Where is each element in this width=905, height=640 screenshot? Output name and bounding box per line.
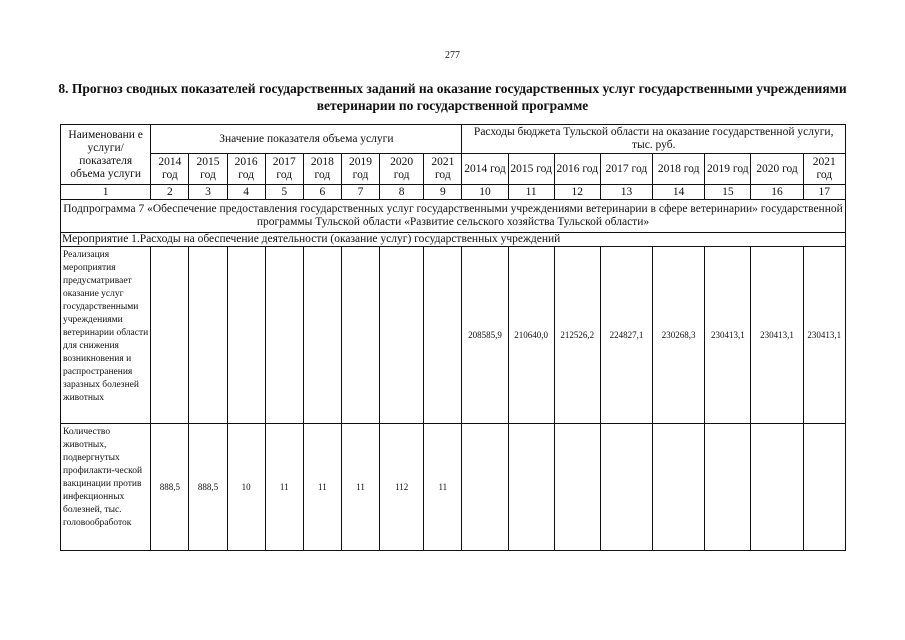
expense-value-cell: [751, 424, 803, 551]
column-number: 15: [705, 185, 751, 200]
volume-value-cell: [151, 247, 189, 424]
header-expense-year: 2020 год: [751, 154, 803, 185]
volume-value-cell: [424, 247, 462, 424]
column-number: 1: [61, 185, 151, 200]
header-expense-year: 2018 год: [653, 154, 705, 185]
header-volume-year: 2017 год: [265, 154, 303, 185]
header-volume-year: 2019 год: [341, 154, 379, 185]
volume-value-cell: [265, 247, 303, 424]
column-number: 16: [751, 185, 803, 200]
column-number: 10: [462, 185, 508, 200]
column-number: 7: [341, 185, 379, 200]
volume-value-cell: [303, 247, 341, 424]
expense-value-cell: 230413,1: [803, 247, 845, 424]
header-expense-year: 2014 год: [462, 154, 508, 185]
header-volume-group: Значение показателя объема услуги: [151, 125, 462, 154]
expense-value-cell: [554, 424, 600, 551]
volume-value-cell: [380, 247, 424, 424]
expense-value-cell: [653, 424, 705, 551]
expense-value-cell: [803, 424, 845, 551]
column-number: 17: [803, 185, 845, 200]
expense-value-cell: 230268,3: [653, 247, 705, 424]
subprogram-row: Подпрограмма 7 «Обеспечение предоставления государственных услуг государственными учреждениями ветеринарии в сфере ветеринарии» государственной программы Тульской области «Развитие сельского хозяйства Тульской области»: [61, 200, 846, 233]
column-number: 3: [189, 185, 227, 200]
volume-value-cell: [189, 247, 227, 424]
expense-value-cell: 212526,2: [554, 247, 600, 424]
expense-value-cell: 210640,0: [508, 247, 554, 424]
volume-value-cell: 11: [265, 424, 303, 551]
document-title: 8. Прогноз сводных показателей государственных заданий на оказание государственных услуг государственными учреждениями ветеринарии по государственной программе: [58, 81, 847, 113]
volume-value-cell: 112: [380, 424, 424, 551]
volume-value-cell: [227, 247, 265, 424]
column-number: 13: [600, 185, 652, 200]
header-volume-year: 2020 год: [380, 154, 424, 185]
row-service-name: Реализация мероприятия предусматривает оказание услуг государственными учреждениями ветеринарии области для снижения возникновения и распространения заразных болезней животных: [61, 247, 151, 424]
header-service-name: Наименовани е услуги/ показателя объема услуги: [61, 125, 151, 185]
column-number: 14: [653, 185, 705, 200]
volume-value-cell: [341, 247, 379, 424]
volume-value-cell: 11: [424, 424, 462, 551]
header-volume-year: 2015 год: [189, 154, 227, 185]
expense-value-cell: [462, 424, 508, 551]
column-number: 2: [151, 185, 189, 200]
column-number: 4: [227, 185, 265, 200]
header-expense-year: 2021 год: [803, 154, 845, 185]
column-number: 8: [380, 185, 424, 200]
header-expense-year: 2016 год: [554, 154, 600, 185]
column-number: 9: [424, 185, 462, 200]
volume-value-cell: 888,5: [151, 424, 189, 551]
page-number: 277: [445, 50, 460, 61]
row-service-name: Количество животных, подвергнутых профилакти-ческой вакцинации против инфекционных болезней, тыс. головообработок: [61, 424, 151, 551]
header-volume-year: 2018 год: [303, 154, 341, 185]
expense-value-cell: 230413,1: [705, 247, 751, 424]
header-expense-year: 2017 год: [600, 154, 652, 185]
column-number: 5: [265, 185, 303, 200]
expense-value-cell: [600, 424, 652, 551]
event-row: Мероприятие 1.Расходы на обеспечение деятельности (оказание услуг) государственных учреждений: [61, 233, 846, 247]
header-volume-year: 2021 год: [424, 154, 462, 185]
expense-value-cell: 224827,1: [600, 247, 652, 424]
column-number: 11: [508, 185, 554, 200]
volume-value-cell: 11: [303, 424, 341, 551]
header-expense-year: 2015 год: [508, 154, 554, 185]
expense-value-cell: 208585,9: [462, 247, 508, 424]
expense-value-cell: 230413,1: [751, 247, 803, 424]
column-number: 6: [303, 185, 341, 200]
expense-value-cell: [705, 424, 751, 551]
indicators-table: [60, 124, 846, 551]
expense-value-cell: [508, 424, 554, 551]
header-volume-year: 2016 год: [227, 154, 265, 185]
volume-value-cell: 11: [341, 424, 379, 551]
header-expense-year: 2019 год: [705, 154, 751, 185]
volume-value-cell: 10: [227, 424, 265, 551]
column-number: 12: [554, 185, 600, 200]
header-volume-year: 2014 год: [151, 154, 189, 185]
header-expense-group: Расходы бюджета Тульской области на оказание государственной услуги, тыс. руб.: [462, 125, 846, 154]
volume-value-cell: 888,5: [189, 424, 227, 551]
